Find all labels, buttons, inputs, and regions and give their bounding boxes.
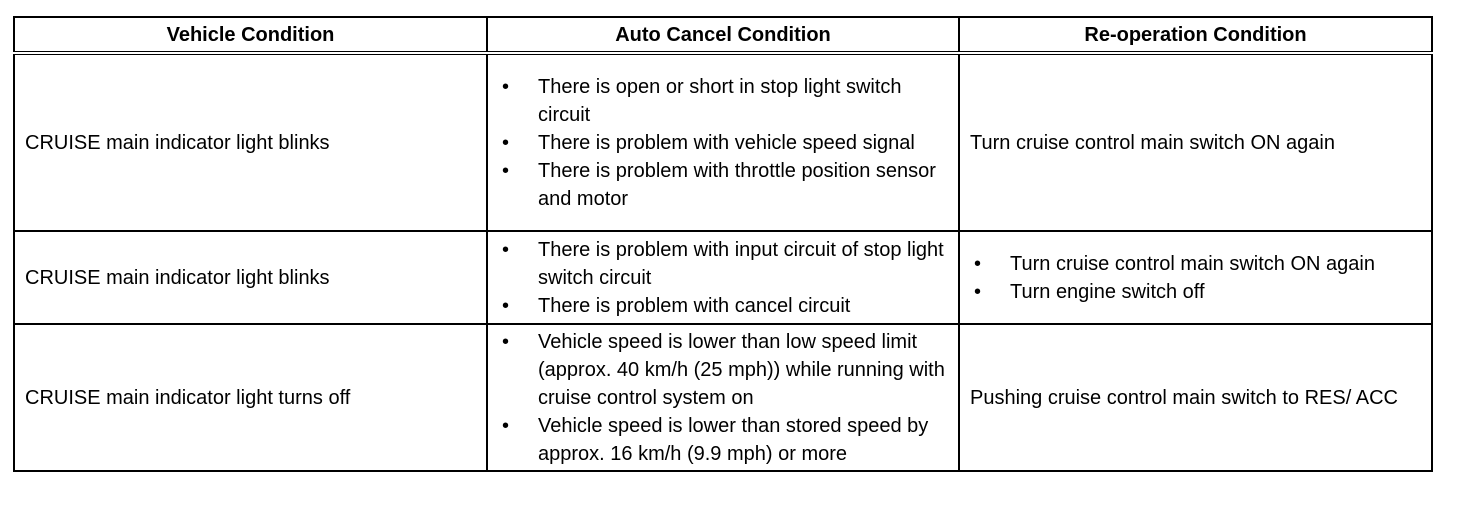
list-item: • There is open or short in stop light switch circuit: [498, 73, 946, 129]
table-row: [14, 324, 1432, 471]
auto-cancel-list: [498, 73, 946, 213]
list-item: • Turn engine switch off: [970, 278, 1421, 306]
table-row: [14, 53, 1432, 231]
reoperation-cell: Turn cruise control main switch ON again: [959, 53, 1432, 231]
reoperation-cell: Pushing cruise control main switch to RES/ ACC: [959, 324, 1432, 471]
list-item: • Turn cruise control main switch ON again: [970, 250, 1421, 278]
reoperation-cell: [959, 231, 1432, 324]
list-item: • There is problem with input circuit of stop light switch circuit: [498, 236, 946, 292]
list-item: • Vehicle speed is lower than stored speed by approx. 16 km/h (9.9 mph) or more: [498, 412, 946, 468]
reoperation-list: [970, 250, 1421, 306]
vehicle-condition-cell: CRUISE main indicator light turns off: [14, 324, 487, 471]
list-item: • Vehicle speed is lower than low speed limit (approx. 40 km/h (25 mph)) while running with cruise control system on: [498, 328, 946, 412]
header-vehicle-condition: Vehicle Condition: [14, 17, 487, 53]
vehicle-condition-cell: CRUISE main indicator light blinks: [14, 231, 487, 324]
header-auto-cancel-condition: Auto Cancel Condition: [487, 17, 959, 53]
list-item: • There is problem with throttle position sensor and motor: [498, 157, 946, 213]
auto-cancel-cell: [487, 53, 959, 231]
table-row: [14, 231, 1432, 324]
header-reoperation-condition: Re-operation Condition: [959, 17, 1432, 53]
auto-cancel-list: [498, 328, 946, 468]
auto-cancel-cell: [487, 231, 959, 324]
vehicle-condition-cell: CRUISE main indicator light blinks: [14, 53, 487, 231]
cruise-cancel-conditions-table: [13, 16, 1433, 472]
auto-cancel-cell: [487, 324, 959, 471]
list-item: • There is problem with vehicle speed signal: [498, 129, 946, 157]
auto-cancel-list: [498, 236, 946, 320]
table-header-row: [14, 17, 1432, 53]
list-item: • There is problem with cancel circuit: [498, 292, 946, 320]
